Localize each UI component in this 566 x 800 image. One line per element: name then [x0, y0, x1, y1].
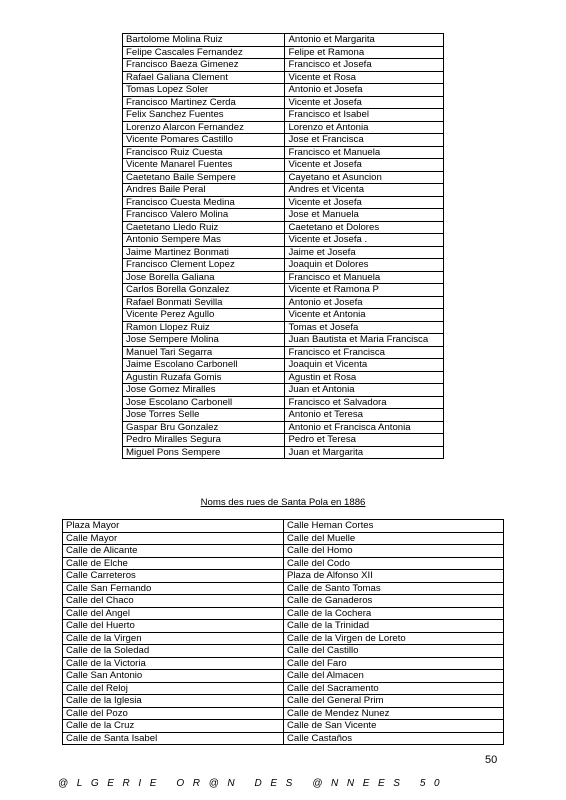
table-cell-left: Vicente Pomares Castillo	[123, 134, 285, 147]
table-cell-right: Calle del Sacramento	[284, 682, 504, 695]
table-row	[63, 607, 504, 620]
table-cell-right: Vicente et Josefa .	[285, 234, 444, 247]
table-cell-right: Jose et Francisca	[285, 134, 444, 147]
page-number: 50	[485, 754, 498, 766]
table-cell-left: Carlos Borella Gonzalez	[123, 284, 285, 297]
streets-caption: Noms des rues de Santa Pola en 1886	[200, 497, 366, 508]
table-cell-left: Jaime Martinez Bonmati	[123, 246, 285, 259]
table-cell-left: Caetetano Baile Sempere	[123, 171, 285, 184]
table-row	[63, 670, 504, 683]
table-cell-right: Joaquin et Dolores	[285, 259, 444, 272]
table-cell-right: Francisco et Manuela	[285, 271, 444, 284]
table-cell-left: Jose Torres Selle	[123, 409, 285, 422]
table-cell-left: Jaime Escolano Carbonell	[123, 359, 285, 372]
table-cell-right: Plaza de Alfonso XII	[284, 570, 504, 583]
table-row	[123, 134, 444, 147]
table-row	[63, 620, 504, 633]
table-row	[123, 109, 444, 122]
table-row	[123, 59, 444, 72]
table-cell-right: Calle de Ganaderos	[284, 595, 504, 608]
table-cell-left: Calle del Pozo	[63, 707, 284, 720]
table-cell-left: Francisco Cuesta Medina	[123, 196, 285, 209]
table-cell-left: Francisco Clement Lopez	[123, 259, 285, 272]
table-cell-left: Agustin Ruzafa Gomis	[123, 371, 285, 384]
table-cell-right: Juan et Antonia	[285, 384, 444, 397]
table-row	[123, 184, 444, 197]
table-row	[63, 657, 504, 670]
table-row	[123, 359, 444, 372]
table-cell-right: Calle del Muelle	[284, 532, 504, 545]
table-cell-right: Vicente et Josefa	[285, 96, 444, 109]
table-row	[123, 196, 444, 209]
table-cell-right: Calle Castaños	[284, 732, 504, 745]
table-cell-right: Vicente et Ramona P	[285, 284, 444, 297]
table-row	[123, 421, 444, 434]
table-cell-right: Calle de la Trinidad	[284, 620, 504, 633]
table-cell-left: Gaspar Bru Gonzalez	[123, 421, 285, 434]
table-cell-right: Caetetano et Dolores	[285, 221, 444, 234]
table-cell-left: Vicente Perez Agullo	[123, 309, 285, 322]
table-row	[123, 296, 444, 309]
table-row	[123, 159, 444, 172]
table-row	[123, 246, 444, 259]
table-cell-left: Tomas Lopez Soler	[123, 84, 285, 97]
table-cell-left: Francisco Valero Molina	[123, 209, 285, 222]
table-cell-left: Calle de la Virgen	[63, 632, 284, 645]
table-row	[63, 582, 504, 595]
table-cell-right: Francisco et Francisca	[285, 346, 444, 359]
table-cell-left: Manuel Tari Segarra	[123, 346, 285, 359]
table-row	[63, 645, 504, 658]
table-cell-left: Plaza Mayor	[63, 520, 284, 533]
table-row	[123, 146, 444, 159]
table-cell-left: Rafael Bonmati Sevilla	[123, 296, 285, 309]
table-cell-right: Felipe et Ramona	[285, 46, 444, 59]
table-cell-left: Calle de la Iglesia	[63, 695, 284, 708]
table-row	[63, 682, 504, 695]
table-cell-right: Vicente et Rosa	[285, 71, 444, 84]
table-cell-right: Andres et Vicenta	[285, 184, 444, 197]
table-cell-right: Joaquin et Vicenta	[285, 359, 444, 372]
table-row	[123, 384, 444, 397]
table-cell-left: Felipe Cascales Fernandez	[123, 46, 285, 59]
table-cell-right: Antonio et Margarita	[285, 34, 444, 47]
table-row	[123, 409, 444, 422]
table-cell-left: Miguel Pons Sempere	[123, 446, 285, 459]
table-cell-left: Felix Sanchez Fuentes	[123, 109, 285, 122]
table-row	[63, 595, 504, 608]
table-row	[123, 84, 444, 97]
table-cell-left: Calle del Huerto	[63, 620, 284, 633]
table-cell-right: Juan Bautista et Maria Francisca	[285, 334, 444, 347]
table-row	[63, 707, 504, 720]
table-cell-right: Antonio et Teresa	[285, 409, 444, 422]
table-cell-left: Calle San Antonio	[63, 670, 284, 683]
table-cell-left: Vicente Manarel Fuentes	[123, 159, 285, 172]
table-cell-left: Calle Mayor	[63, 532, 284, 545]
names-table	[122, 33, 444, 459]
table-row	[123, 309, 444, 322]
table-cell-right: Vicente et Josefa	[285, 196, 444, 209]
table-cell-left: Calle San Fernando	[63, 582, 284, 595]
table-cell-right: Calle del Faro	[284, 657, 504, 670]
footer-watermark: @LGERIE OR@N DES @NNEES 50	[58, 778, 449, 789]
table-cell-right: Cayetano et Asuncion	[285, 171, 444, 184]
table-row	[123, 46, 444, 59]
table-cell-right: Vicente et Antonia	[285, 309, 444, 322]
table-cell-right: Antonio et Josefa	[285, 84, 444, 97]
table-cell-right: Juan et Margarita	[285, 446, 444, 459]
table-row	[123, 321, 444, 334]
streets-table	[62, 519, 504, 745]
table-cell-right: Agustin et Rosa	[285, 371, 444, 384]
table-row	[123, 434, 444, 447]
table-cell-left: Jose Gomez Miralles	[123, 384, 285, 397]
table-cell-right: Calle de Santo Tomas	[284, 582, 504, 595]
table-row	[63, 520, 504, 533]
table-cell-right: Vicente et Josefa	[285, 159, 444, 172]
table-row	[123, 346, 444, 359]
table-cell-right: Calle de la Cochera	[284, 607, 504, 620]
table-cell-right: Pedro et Teresa	[285, 434, 444, 447]
table-cell-left: Calle del Chaco	[63, 595, 284, 608]
table-cell-right: Calle de San Vicente	[284, 720, 504, 733]
table-row	[123, 259, 444, 272]
table-cell-left: Calle Carreteros	[63, 570, 284, 583]
table-cell-left: Jose Sempere Molina	[123, 334, 285, 347]
table-cell-right: Calle del Homo	[284, 545, 504, 558]
table-cell-left: Bartolome Molina Ruiz	[123, 34, 285, 47]
table-row	[63, 695, 504, 708]
table-row	[123, 234, 444, 247]
table-row	[123, 71, 444, 84]
table-cell-left: Calle de Santa Isabel	[63, 732, 284, 745]
table-cell-left: Rafael Galiana Clement	[123, 71, 285, 84]
table-cell-left: Antonio Sempere Mas	[123, 234, 285, 247]
table-cell-right: Francisco et Salvadora	[285, 396, 444, 409]
table-cell-right: Calle Heman Cortes	[284, 520, 504, 533]
table-cell-right: Jaime et Josefa	[285, 246, 444, 259]
table-row	[123, 334, 444, 347]
table-cell-left: Calle de la Soledad	[63, 645, 284, 658]
table-row	[63, 570, 504, 583]
table-cell-left: Calle de Alicante	[63, 545, 284, 558]
table-row	[123, 271, 444, 284]
table-cell-right: Calle del Codo	[284, 557, 504, 570]
table-row	[63, 545, 504, 558]
table-cell-right: Antonio et Francisca Antonia	[285, 421, 444, 434]
table-cell-right: Calle de Mendez Nunez	[284, 707, 504, 720]
table-row	[123, 171, 444, 184]
table-row	[123, 121, 444, 134]
table-cell-left: Calle de la Cruz	[63, 720, 284, 733]
table-cell-left: Francisco Ruiz Cuesta	[123, 146, 285, 159]
table-row	[123, 209, 444, 222]
table-cell-left: Lorenzo Alarcon Fernandez	[123, 121, 285, 134]
table-row	[63, 732, 504, 745]
table-cell-left: Calle del Reloj	[63, 682, 284, 695]
table-cell-left: Calle de Elche	[63, 557, 284, 570]
table-row	[123, 221, 444, 234]
table-cell-left: Pedro Miralles Segura	[123, 434, 285, 447]
table-cell-right: Lorenzo et Antonia	[285, 121, 444, 134]
table-cell-right: Antonio et Josefa	[285, 296, 444, 309]
table-cell-right: Jose et Manuela	[285, 209, 444, 222]
table-cell-right: Francisco et Manuela	[285, 146, 444, 159]
table-cell-right: Francisco et Isabel	[285, 109, 444, 122]
table-cell-left: Andres Baile Peral	[123, 184, 285, 197]
table-cell-right: Calle del Castillo	[284, 645, 504, 658]
table-cell-right: Calle de la Virgen de Loreto	[284, 632, 504, 645]
table-cell-right: Calle del Almacen	[284, 670, 504, 683]
table-cell-right: Francisco et Josefa	[285, 59, 444, 72]
table-row	[123, 34, 444, 47]
table-row	[123, 396, 444, 409]
table-cell-left: Calle de la Victoria	[63, 657, 284, 670]
table-row	[123, 284, 444, 297]
table-row	[123, 446, 444, 459]
table-cell-right: Tomas et Josefa	[285, 321, 444, 334]
table-cell-left: Jose Escolano Carbonell	[123, 396, 285, 409]
table-cell-left: Caetetano Lledo Ruiz	[123, 221, 285, 234]
table-row	[63, 532, 504, 545]
table-row	[123, 96, 444, 109]
table-cell-right: Calle del General Prim	[284, 695, 504, 708]
table-row	[63, 557, 504, 570]
table-cell-left: Francisco Martinez Cerda	[123, 96, 285, 109]
table-cell-left: Jose Borella Galiana	[123, 271, 285, 284]
table-row	[63, 632, 504, 645]
table-cell-left: Calle del Angel	[63, 607, 284, 620]
table-cell-left: Francisco Baeza Gimenez	[123, 59, 285, 72]
table-row	[63, 720, 504, 733]
table-row	[123, 371, 444, 384]
table-cell-left: Ramon Llopez Ruiz	[123, 321, 285, 334]
